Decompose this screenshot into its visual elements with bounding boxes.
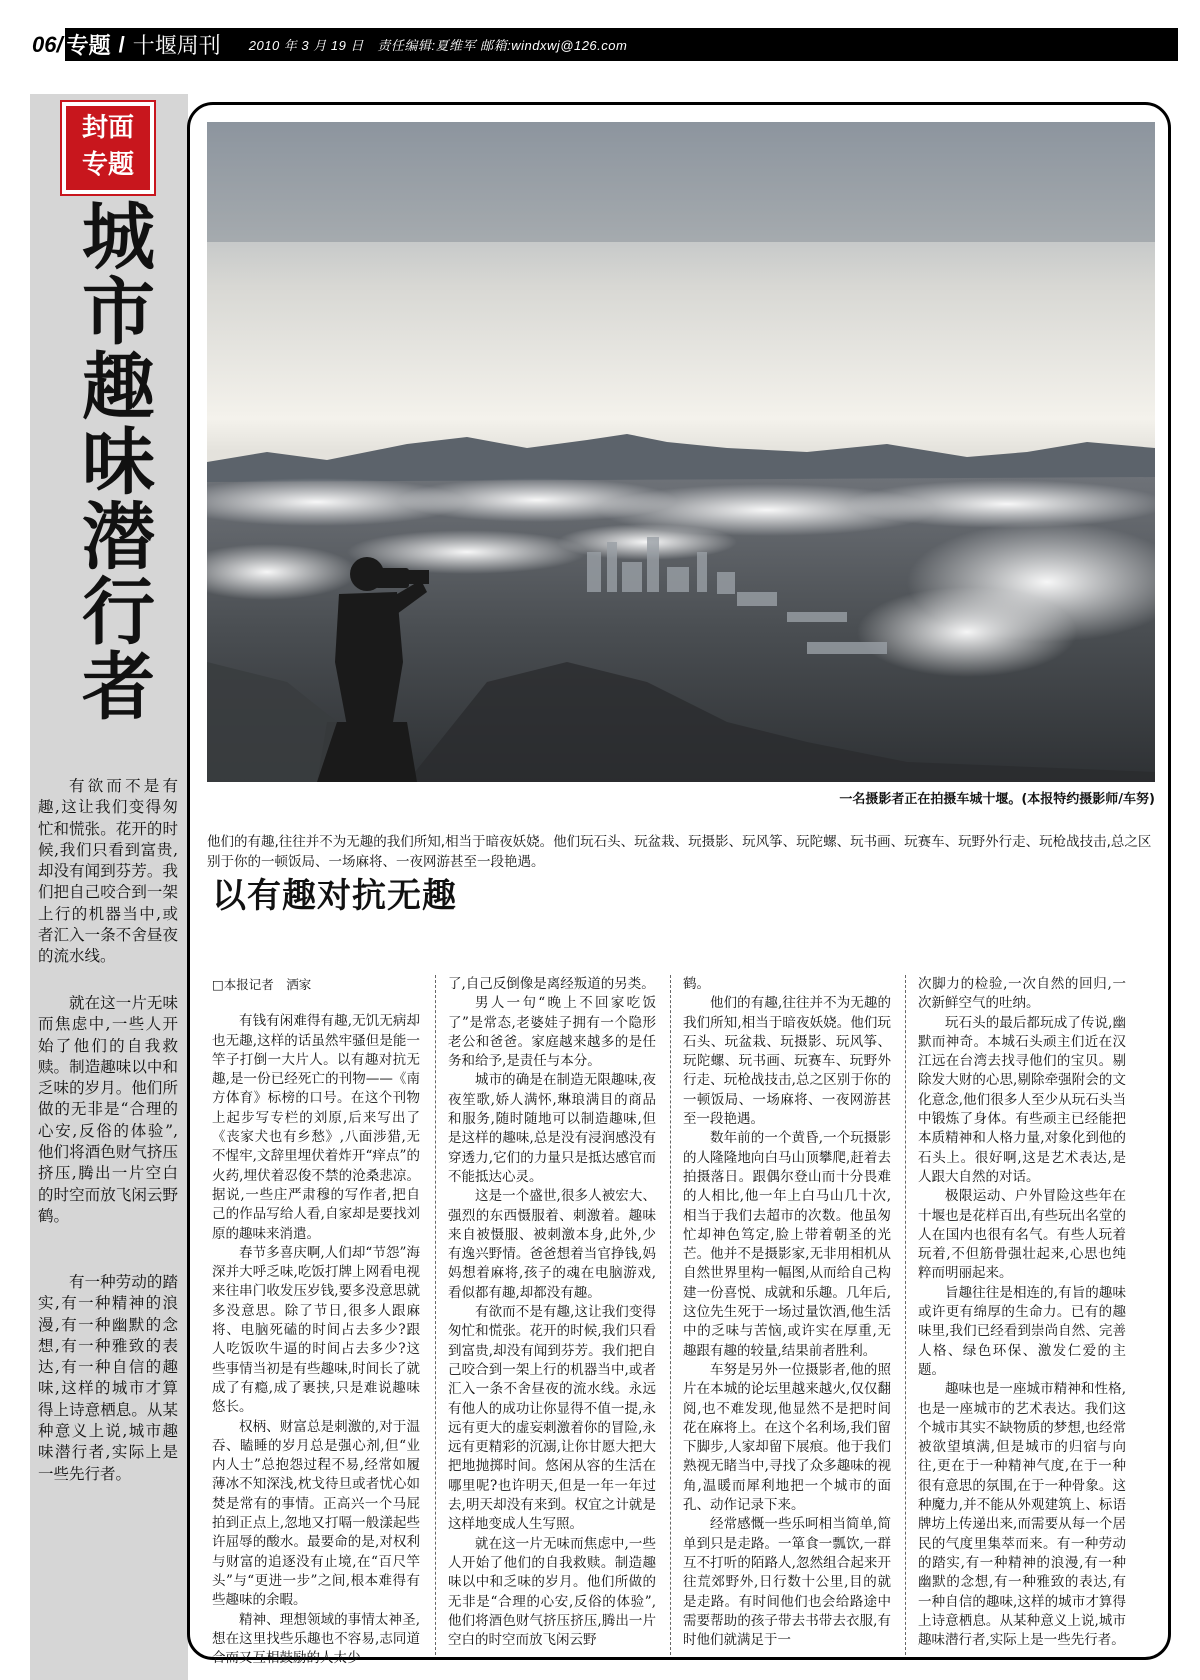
paragraph: 旨趣往往是相连的,有旨的趣味或许更有绵厚的生命力。已有的趣味里,我们已经看到崇尚自然、完善人格、绿色环保、激发仁爱的主题。 <box>918 1284 1126 1378</box>
article-column-3 <box>683 975 891 1650</box>
issue-meta: 2010 年 3 月 19 日 责任编辑:夏维军 邮箱:windxwj@126.com <box>248 38 628 53</box>
feature-photo <box>207 122 1155 782</box>
paragraph: 玩石头的最后都玩成了传说,幽默而神奇。本城石头顽主们近在汉江远在台湾去找寻他们的宝贝。剔除发大财的心思,剔除牵强附会的文化意念,他们很多人至少从玩石头当中锻炼了身体。有些顽主已经能把本质精神和人格力量,对象化到他的石头上。很好啊,这是艺术表达,是人跟大自然的对话。 <box>918 1014 1126 1185</box>
paragraph: 权柄、财富总是刺激的,对于温吞、瞌睡的岁月总是强心剂,但“业内人士”总抱怨过程不易,经常如履薄冰不知深浅,枕戈待旦或者忧心如焚是常有的事情。正高兴一个马屁拍到正点上,忽地又打嗝一般漾起些许屈辱的酸水。最要命的是,对权利与财富的追逐没有止境,在“百尺竿头”与“更进一步”之间,根本难得有些趣味的余暇。 <box>212 1418 420 1609</box>
lead-paragraph: 他们的有趣,往往并不为无趣的我们所知,相当于暗夜妖娆。他们玩石头、玩盆栽、玩摄影、玩风筝、玩陀螺、玩书画、玩赛车、玩野外行走、玩枪战技击,总之区别于你的一顿饭局、一场麻将、一夜网游甚至一段艳遇。 <box>207 834 1152 870</box>
paragraph: 春节多喜庆啊,人们却“节怨”海深并大呼乏味,吃饭打牌上网看电视来往串门收发压岁钱,要多没意思就多没意思。除了节日,很多人跟麻将、电脑死磕的时间占去多少?跟人吃饭吹牛逼的时间占去多少?这些事情当初是有些趣味,时间长了就成了有瘾,成了裹挟,只是难说趣味悠长。 <box>212 1244 420 1416</box>
column-divider <box>905 975 906 1655</box>
article-column-2 <box>448 975 656 1650</box>
masthead-separator: / <box>118 31 125 57</box>
byline: □本报记者 洒家 <box>212 977 312 992</box>
paragraph: 次脚力的检验,一次自然的回归,一次新鲜空气的吐纳。 <box>918 976 1126 1012</box>
paragraph: 车努是另外一位摄影者,他的照片在本城的论坛里越来越火,仅仅翻阅,也不难发现,他显然不是把时间花在麻将上。在这个名利场,我们留下脚步,人家却留下展痕。他于我们熟视无睹当中,寻找了众多趣味的视角,温暖而犀利地把一个城市的面孔、动作记录下来。 <box>683 1361 891 1514</box>
sidebar-paragraph-2: 就在这一片无味而焦虑中,一些人开始了他们的自我救赎。制造趣味以中和乏味的岁月。他们所做的无非是“合理的心安,反俗的体验”,他们将酒色财气挤压挤压,腾出一片空白的时空而放飞闲云野鹤。 <box>38 994 178 1225</box>
masthead-bar <box>30 28 1178 61</box>
photo-illustration <box>207 122 1155 782</box>
paragraph: 有欲而不是有趣,这让我们变得匆忙和慌张。花开的时候,我们只看到富贵,却没有闻到芬芳。我们把自己咬合到一架上行的机器当中,或者汇入一条不舍昼夜的流水线。永远有他人的成功让你显得不值一提,永远有更大的虚妄刺激着你的冒险,永远有更精彩的沉溺,让你甘愿大把大把地抛掷时间。悠闲从容的生活在哪里呢?也许明天,但是一年一年过去,明天却没有来到。权宜之计就是这样地变成人生写照。 <box>448 1304 656 1533</box>
paragraph: 城市的确是在制造无限趣味,夜夜笙歌,娇人满怀,琳琅满目的商品和服务,随时随地可以制造趣味,但是这样的趣味,总是没有浸润感没有穿透力,它们的力量只是抵达感官而不能抵达心灵。 <box>448 1072 656 1185</box>
paragraph: 了,自己反倒像是离经叛道的另类。 <box>448 976 655 992</box>
badge-line-1: 封面 <box>81 113 134 143</box>
paragraph: 这是一个盛世,很多人被宏大、强烈的东西慑服着、刺激着。趣味来自被慑服、被刺激本身,此外,少有逸兴野情。爸爸想着当官挣钱,妈妈想着麻将,孩子的魂在电脑游戏,看似都有趣,却都没有趣。 <box>448 1188 656 1301</box>
vertical-title: 城市趣味潜行者 <box>69 198 155 723</box>
sidebar-paragraph-3: 有一种劳动的踏实,有一种精神的浪漫,有一种幽默的念想,有一种雅致的表达,有一种自信的趣味,这样的城市才算得上诗意栖息。从某种意义上说,城市趣味潜行者,实际上是一些先行者。 <box>38 1273 178 1483</box>
headline: 以有趣对抗无趣 <box>212 876 457 916</box>
paragraph: 鹤。 <box>683 976 710 992</box>
paragraph: 男人一句“晚上不回家吃饭了”是常态,老婆娃子拥有一个隐形老公和爸爸。家庭越来越多的是任务和给予,是责任与本分。 <box>448 995 656 1070</box>
paragraph: 他们的有趣,往往并不为无趣的我们所知,相当于暗夜妖娆。他们玩石头、玩盆栽、玩摄影、玩风筝、玩陀螺、玩书画、玩赛车、玩野外行走、玩枪战技击,总之区别于你的一顿饭局、一场麻将、一夜网游甚至一段艳遇。 <box>683 995 891 1128</box>
article-column-1 <box>212 975 420 1668</box>
paragraph: 就在这一片无味而焦虑中,一些人开始了他们的自我救赎。制造趣味以中和乏味的岁月。他们所做的无非是“合理的心安,反俗的体验”,他们将酒色财气挤压挤压,腾出一片空白的时空而放飞闲云野 <box>448 1535 656 1649</box>
paragraph: 数年前的一个黄昏,一个玩摄影的人隆隆地向白马山顶攀爬,赶着去拍摄落日。跟偶尔登山而十分畏难的人相比,他一年上白马山几十次,相当于我们去超市的次数。他虽匆忙却神色笃定,脸上带着朝圣的光芒。他并不是摄影家,无非用相机从自然世界里构一幅图,从而给自己构建一份喜悦、成就和乐趣。几年后,这位先生死于一场过量饮酒,他生活中的乏味与苦恼,或许实在厚重,无趣跟有趣的较量,结果前者胜利。 <box>683 1130 891 1359</box>
paragraph: 趣味也是一座城市精神和性格,也是一座城市的艺术表达。我们这个城市其实不缺物质的梦想,也经常被欲望填满,但是城市的归宿与向往,更在于一种精神气度,在于一种很有意思的氛围,在于一种骨象。这种魔力,并不能从外观建筑上、标语牌坊上传递出来,而需要从每一个居民的气度里集萃而来。有一种劳动的踏实,有一种精神的浪漫,有一种幽默的念想,有一种雅致的表达,有一种自信的趣味,这样的城市才算得上诗意栖息。从某种意义上说,城市趣味潜行者,实际上是一些先行者。 <box>918 1381 1126 1649</box>
feature-badge <box>60 100 156 196</box>
page-number: 06/ <box>30 28 65 61</box>
section-name: 专题 <box>66 33 111 58</box>
sidebar-paragraph-1: 有欲而不是有趣,这让我们变得匆忙和慌张。花开的时候,我们只看到富贵,却没有闻到芬芳。我们把自己咬合到一架上行的机器当中,或者汇入一条不舍昼夜的流水线。 <box>38 777 178 966</box>
article-column-4 <box>918 975 1126 1650</box>
paragraph: 经常感慨一些乐呵相当简单,简单到只是走路。一箪食一瓢饮,一群互不打听的陌路人,忽然组合起来开往荒郊野外,日行数十公里,目的就是走路。有时间他们也会给路途中需要帮助的孩子带去书带去衣服,有时他们就满足于一 <box>683 1516 891 1649</box>
paper-name: 十堰周刊 <box>132 34 221 59</box>
photo-caption: 一名摄影者正在拍摄车城十堰。(本报特约摄影师/车努) <box>839 792 1155 807</box>
column-divider <box>670 975 671 1655</box>
feature-badge-label <box>66 106 150 190</box>
paragraph: 精神、理想领域的事情太神圣,想在这里找些乐趣也不容易,志同道合而又互相鼓励的人太少 <box>212 1611 420 1667</box>
badge-line-2: 专题 <box>81 150 134 180</box>
paragraph: 极限运动、户外冒险这些年在十堰也是花样百出,有些玩出名堂的人在国内也很有名气。有些人玩着玩着,不但筋骨强壮起来,心思也纯粹而明丽起来。 <box>918 1188 1126 1282</box>
paragraph: 有钱有闲难得有趣,无饥无病却也无趣,这样的话虽然牢骚但是能一竿子打倒一大片人。以有趣对抗无趣,是一份已经死亡的刊物——《南方体育》标榜的口号。在这个刊物上起步写专栏的刘原,后来写出了《丧家犬也有乡愁》,八面涉猎,无不惺牢,文辞里埋伏着炸开“痒点”的火药,埋伏着忍俊不禁的沧桑悲凉。据说,一些庄严肃穆的写作者,把自己的作品写给人看,自家却是要找刘原的趣味来消遣。 <box>212 1013 420 1242</box>
column-divider <box>435 975 436 1655</box>
